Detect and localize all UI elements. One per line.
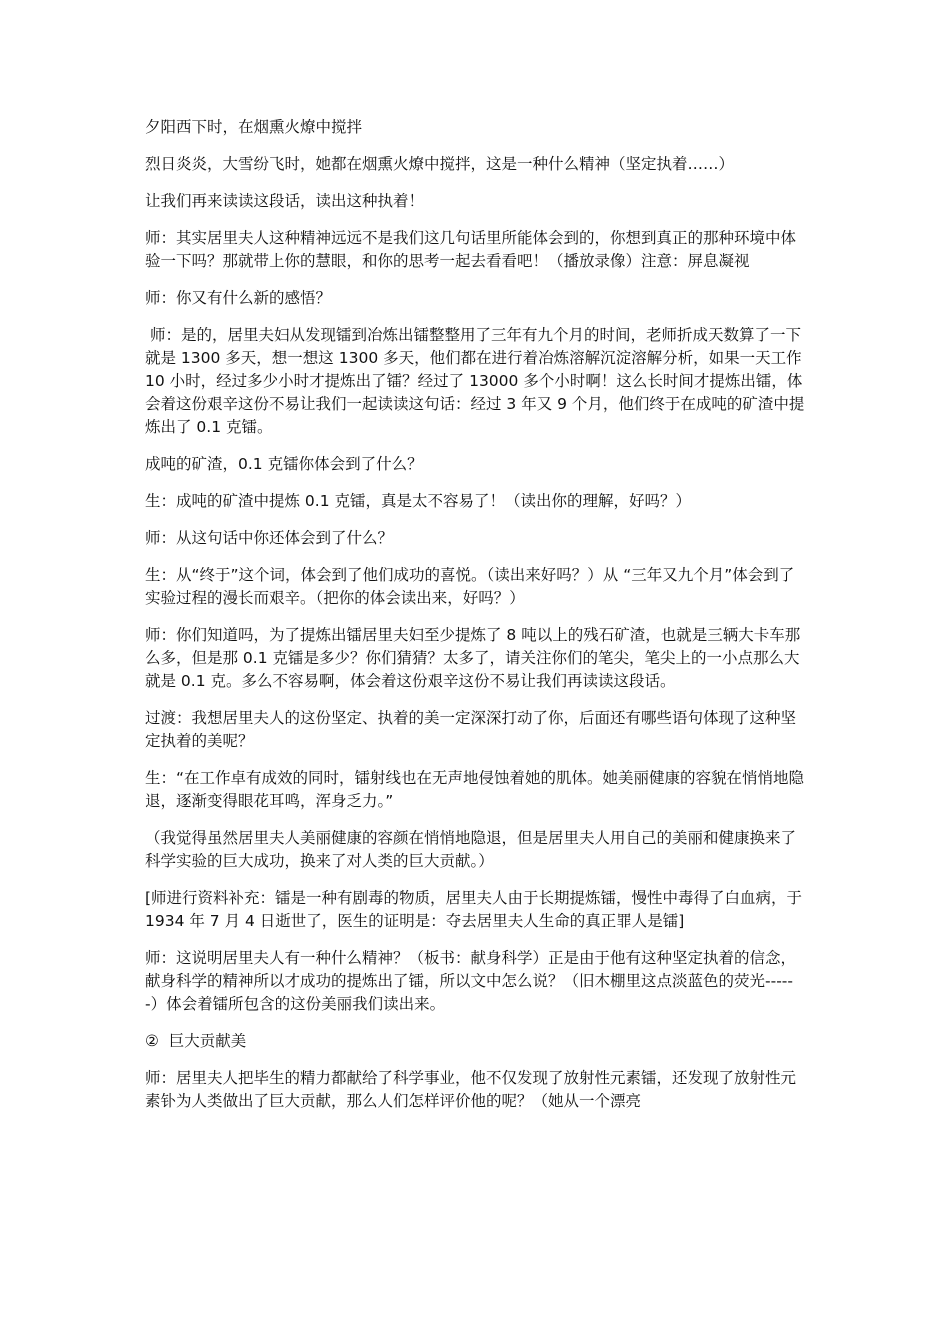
paragraph: 过渡：我想居里夫人的这份坚定、执着的美一定深深打动了你，后面还有哪些语句体现了这种坚定执着的美呢？ [145,709,797,750]
paragraph: 生：“在工作卓有成效的同时，镭射线也在无声地侵蚀着她的肌体。她美丽健康的容貌在悄悄地隐退，逐渐变得眼花耳鸣，浑身乏力。” [145,769,805,810]
paragraph: 生：成吨的矿渣中提炼 0.1 克镭，真是太不容易了！（读出你的理解，好吗？） [145,492,692,510]
paragraph: 成吨的矿渣，0.1 克镭你体会到了什么？ [145,455,423,473]
paragraph: 师：居里夫人把毕生的精力都献给了科学事业，他不仅发现了放射性元素镭，还发现了放射性元素钋为人类做出了巨大贡献，那么人们怎样评价他的呢？（她从一个漂亮 [145,1069,797,1110]
paragraph: 烈日炎炎，大雪纷飞时，她都在烟熏火燎中搅拌，这是一种什么精神（坚定执着……） [145,155,735,173]
paragraph: 师：从这句话中你还体会到了什么？ [145,529,394,547]
paragraph: 师：这说明居里夫人有一种什么精神？（板书：献身科学）正是由于他有这种坚定执着的信念，献身科学的精神所以才成功的提炼出了镭，所以文中怎么说？（旧木棚里这点淡蓝色的荧光------）体会着镭所包含的这份美丽我们读出来。 [145,949,797,1013]
paragraph: 师：其实居里夫人这种精神远远不是我们这几句话里所能体会到的，你想到真正的那种环境中体验一下吗？那就带上你的慧眼，和你的思考一起去看看吧！（播放录像）注意：屏息凝视 [145,229,797,270]
document-body [145,116,805,1127]
paragraph: 师：你又有什么新的感悟？ [145,289,332,307]
paragraph: 让我们再来读读这段话，读出这种执着！ [145,192,425,210]
paragraph: 夕阳西下时，在烟熏火燎中搅拌 [145,118,363,136]
paragraph: （我觉得虽然居里夫人美丽健康的容颜在悄悄地隐退，但是居里夫人用自己的美丽和健康换来了科学实验的巨大成功，换来了对人类的巨大贡献。） [145,829,797,870]
paragraph: 生：从“终于”这个词，体会到了他们成功的喜悦。（读出来好吗？）从 “三年又九个月”体会到了实验过程的漫长而艰辛。（把你的体会读出来，好吗？） [145,566,795,607]
section-heading: ② 巨大贡献美 [145,1032,247,1050]
paragraph: [师进行资料补充：镭是一种有剧毒的物质，居里夫人由于长期提炼镭，慢性中毒得了白血病，于 1934 年 7 月 4 日逝世了，医生的证明是：夺去居里夫人生命的真正罪人是镭] [145,889,807,930]
paragraph: 师：是的，居里夫妇从发现镭到冶炼出镭整整用了三年有九个月的时间，老师折成天数算了一下就是 1300 多天，想一想这 1300 多天，他们都在进行着冶炼溶解沉淀溶解分析，如果一天工作 10 小时，经过多少小时才提炼出了镭？经过了 13000 多个小时啊！这么长时间才提炼出镭，体会着这份艰辛这份不易让我们一起读读这句话：经过 3 年又 9 个月，他们终于在成吨的矿渣中提炼出了 0.1 克镭。 [145,326,807,436]
paragraph: 师：你们知道吗，为了提炼出镭居里夫妇至少提炼了 8 吨以上的残石矿渣，也就是三辆大卡车那么多，但是那 0.1 克镭是多少？你们猜猜？太多了，请关注你们的笔尖，笔尖上的一小点那么大就是 0.1 克。多么不容易啊，体会着这份艰辛这份不易让我们再读读这段话。 [145,626,801,690]
